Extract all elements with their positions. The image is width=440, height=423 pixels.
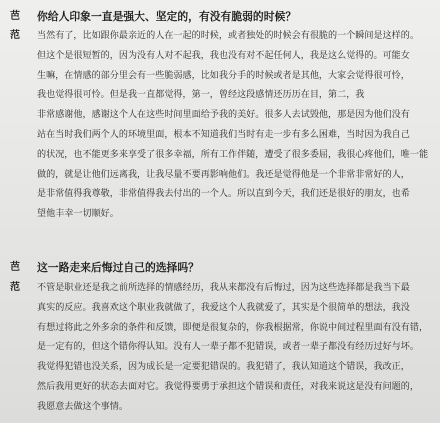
answer-line: 非常感谢他，感谢这个人在这些时间里面给予我的美好。很多人去试毁他，那是因为他们没有	[37, 110, 410, 121]
answer-line: 做的，就是让他们远离我，让我尽量不要再影响他们。我还是觉得他是一个非常非常好的人，	[37, 169, 410, 180]
answer-line: 然后我用更好的状态去面对它。我觉得要勇于承担这个错误和责任，对我来说这是没有问题的，	[37, 381, 419, 392]
answer-line: 是一定有的，但这个错你得认知。没有人一辈子都不犯错误，或者一辈子都没有经历过好与坏。	[37, 342, 419, 353]
answer-speaker: 范	[10, 282, 20, 293]
answer-line: 我愿意去做这个事情。	[37, 401, 128, 412]
answer-text	[37, 279, 432, 418]
answer-line: 的状况，也不能更多来享受了很多幸福，所有工作伴随，遭受了很多委屈，我很心疼他们，唯一能	[37, 149, 429, 160]
answer-line: 是非常值得我尊敬，非常值得我去付出的一个人。所以直到今天，我们还是很好的朋友，也希	[37, 189, 410, 200]
question-text: 你给人印象一直是强大、坚定的，有没有脆弱的时候？	[37, 10, 297, 23]
answer-line: 但这个是很短暂的，因为没有人对不起我，我也没有对不起任何人，我是这么觉得的。可能女	[37, 50, 410, 61]
answer-line: 生嘛，在情感的部分里会有一些脆弱感，比如我分手的时候或者是其他，大家会觉得很可怜，	[37, 70, 410, 81]
answer-line: 站在当时我们两个人的环境里面，根本不知道我们当时有走一步有多么困难，当时因为我自己	[37, 129, 410, 140]
question-text: 这一路走来后悔过自己的选择吗？	[37, 261, 199, 274]
answer-line: 不管是职业还是我之前所选择的情感经历，我从来都没有后悔过，因为这些选择都是我当下最	[37, 283, 410, 293]
answer-line: 有想过将此之外多余的条件和反馈，即便是很复杂的，你我根据常，你说中间过程里面有没有错，	[37, 322, 429, 333]
answer-text	[37, 27, 432, 225]
answer-line: 我觉得犯错也没关系，因为成长是一定要犯错误的。我犯错了，我认知道这个错误，我改正，	[37, 362, 410, 373]
answer-line: 真实的反应。我喜欢这个职业我就做了，我爱这个人我就爱了，其实是个很简单的想法，我没	[37, 302, 410, 313]
answer-speaker: 范	[10, 30, 20, 41]
answer-line: 望他丰幸一切顺好。	[37, 209, 119, 220]
question-speaker: 芭	[10, 262, 20, 273]
answer-line: 我也觉得很可怜。但是我一直都觉得，第一，曾经这段感情还历历在目，第二，我	[37, 90, 365, 101]
question-speaker: 芭	[10, 11, 20, 22]
answer-line: 当然有了，比如跟你最亲近的人在一起的时候，或者独处的时候会有很脆的一个瞬间是这样的。	[37, 31, 419, 41]
